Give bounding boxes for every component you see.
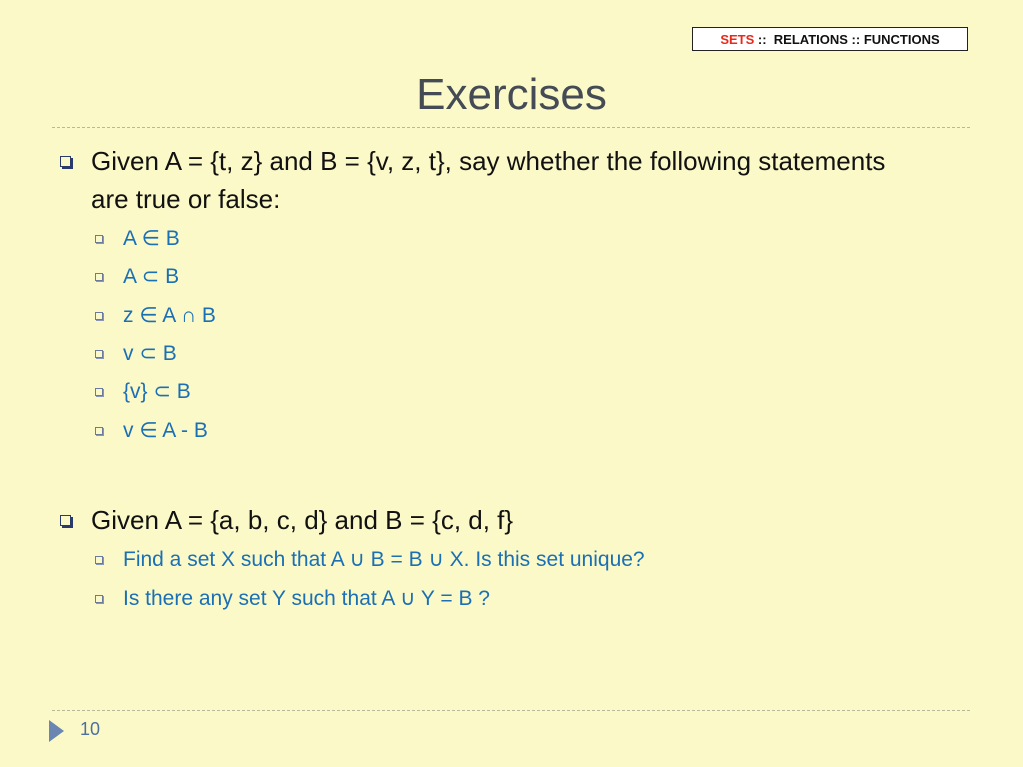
exercise1-item-text: A ∈ B: [123, 227, 180, 250]
exercise2-item-text: Find a set X such that A ∪ B = B ∪ X. Is this set unique?: [123, 548, 645, 571]
small-square-bullet-icon: [95, 388, 103, 396]
exercise1-item: [95, 418, 208, 444]
square-bullet-icon: [60, 515, 71, 526]
exercise1-item: [95, 379, 191, 405]
exercise1-prompt: Given A = {t, z} and B = {v, z, t}, say whether the following statements are true or false:: [91, 146, 886, 214]
slide-title: Exercises: [416, 70, 607, 119]
breadcrumb: [692, 27, 968, 51]
small-square-bullet-icon: [95, 235, 103, 243]
exercise2-item: [95, 586, 490, 612]
exercise1-item: [95, 303, 216, 329]
top-divider: [52, 127, 970, 128]
exercise2-prompt: Given A = {a, b, c, d} and B = {c, d, f}: [91, 505, 514, 535]
exercise1-item: [95, 341, 177, 367]
small-square-bullet-icon: [95, 595, 103, 603]
exercise1-item: [95, 226, 180, 252]
exercise1-item-text: A ⊂ B: [123, 265, 180, 288]
exercise1-item-text: z ∈ A ∩ B: [123, 304, 216, 327]
exercise1-item-text: v ⊂ B: [123, 342, 177, 365]
small-square-bullet-icon: [95, 556, 103, 564]
exercise2-item: [95, 547, 645, 573]
exercise1-item-text: v ∈ A - B: [123, 419, 208, 442]
next-arrow-icon[interactable]: [49, 720, 64, 742]
exercise2-bullet: [60, 501, 890, 539]
small-square-bullet-icon: [95, 350, 103, 358]
bottom-divider: [52, 710, 970, 711]
exercise1-bullet: [60, 142, 890, 218]
breadcrumb-rest[interactable]: :: RELATIONS :: FUNCTIONS: [754, 31, 940, 47]
exercise1-item-text: {v} ⊂ B: [123, 380, 191, 403]
small-square-bullet-icon: [95, 273, 103, 281]
square-bullet-icon: [60, 156, 71, 167]
breadcrumb-sets[interactable]: SETS: [720, 31, 755, 47]
page-number: 10: [80, 719, 101, 739]
small-square-bullet-icon: [95, 312, 103, 320]
exercise2-item-text: Is there any set Y such that A ∪ Y = B ?: [123, 587, 490, 610]
exercise1-item: [95, 264, 179, 290]
small-square-bullet-icon: [95, 427, 103, 435]
